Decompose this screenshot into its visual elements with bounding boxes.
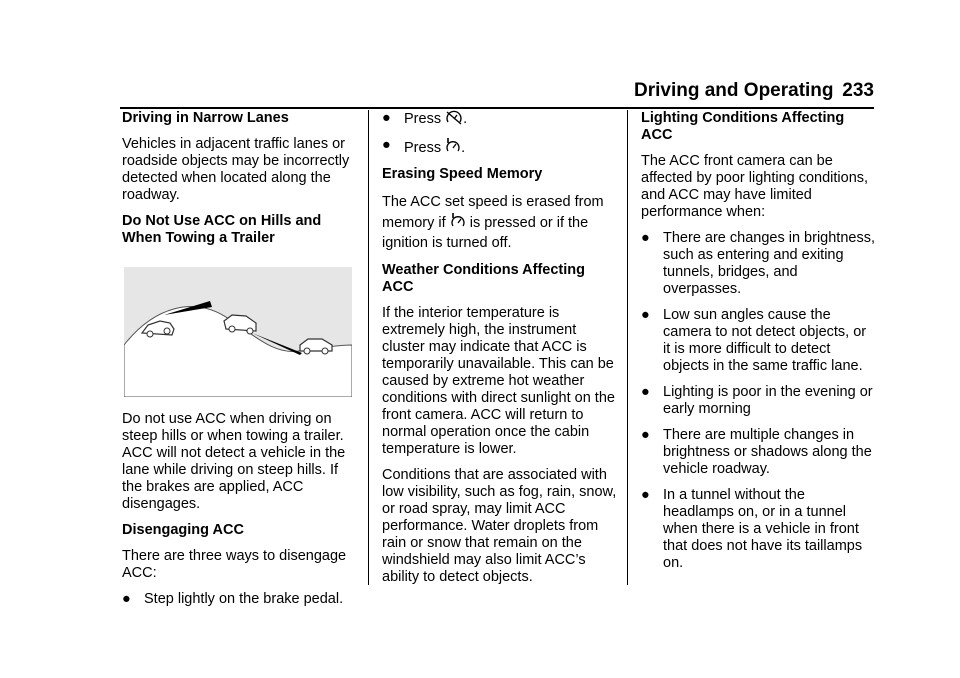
list-item xyxy=(122,591,354,608)
lighting-intro: The ACC front camera can be affected by poor lighting conditions, and ACC may have limited performance when: xyxy=(641,153,869,220)
bullet-marker: ● xyxy=(382,110,391,126)
press-label: Press xyxy=(404,111,442,127)
column-2 xyxy=(382,110,618,595)
weather-body-1: If the interior temperature is extremely high, the instrument cluster may indicate that ACC is temporarily unavailable. This can be caused by extreme hot weather conditions with direct sunlight on the front camera. ACC will return to normal operation once the cabin temperature is lower. xyxy=(382,305,615,457)
narrow-lanes-heading: Driving in Narrow Lanes xyxy=(122,110,289,126)
list-item-text: In a tunnel without the headlamps on, or in a tunnel when there is a vehicle in front that does not have its taillamps on. xyxy=(663,487,863,571)
erase-text-prefix: The ACC set speed is erased from memory if xyxy=(382,194,604,231)
bullet-marker: ● xyxy=(641,230,650,246)
list-item xyxy=(382,137,618,157)
column-divider-1 xyxy=(368,110,369,585)
column-divider-2 xyxy=(627,110,628,585)
list-item-text xyxy=(404,137,618,157)
page-header xyxy=(634,80,874,102)
column-1 xyxy=(122,110,354,617)
hills-body: Do not use ACC when driving on steep hills or when towing a trailer. ACC will not detect a vehicle in the lane while driving on steep hills. If the brakes are applied, ACC disengages. xyxy=(122,411,346,512)
list-item xyxy=(641,384,875,418)
bullet-marker: ● xyxy=(641,307,650,323)
page-number: 233 xyxy=(842,80,874,101)
hills-heading: Do Not Use ACC on Hills and When Towing a Trailer xyxy=(122,213,322,246)
bullet-marker: ● xyxy=(641,384,650,400)
section-title: Driving and Operating xyxy=(634,80,834,101)
erasing-body xyxy=(382,192,618,253)
bullet-marker: ● xyxy=(122,591,131,607)
list-item-text: There are changes in brightness, such as entering and exiting tunnels, bridges, and overpasses. xyxy=(663,230,875,297)
cruise-onoff-icon xyxy=(445,137,461,155)
list-item xyxy=(382,110,618,128)
press-label: Press xyxy=(404,140,442,156)
bullet-marker: ● xyxy=(641,487,650,503)
column-3 xyxy=(641,110,875,581)
list-item-text: Lighting is poor in the evening or early morning xyxy=(663,384,873,417)
header-rule xyxy=(120,107,874,109)
list-item xyxy=(641,307,875,375)
press-suffix: . xyxy=(463,111,468,127)
disengaging-intro: There are three ways to disengage ACC: xyxy=(122,548,347,581)
erasing-heading: Erasing Speed Memory xyxy=(382,166,543,182)
list-item-text: There are multiple changes in brightness or shadows along the vehicle roadway. xyxy=(663,427,872,477)
bullet-marker: ● xyxy=(382,137,391,153)
list-item-text: Step lightly on the brake pedal. xyxy=(144,591,344,607)
narrow-lanes-body: Vehicles in adjacent traffic lanes or roadside objects may be incorrectly detected when located along the roadway. xyxy=(122,136,350,203)
press-suffix: . xyxy=(461,140,466,156)
erase-text-suffix: is pressed or if the ignition is turned off. xyxy=(382,215,589,251)
list-item xyxy=(641,230,875,298)
list-item xyxy=(641,427,875,478)
weather-body-2: Conditions that are associated with low visibility, such as fog, rain, snow, or road spray, may limit ACC performance. Water droplets from rain or snow that remain on the windshield may also limit ACC’s ability to detect objects. xyxy=(382,467,617,585)
bullet-marker: ● xyxy=(641,427,650,443)
hills-illustration xyxy=(124,267,352,397)
cruise-onoff-icon xyxy=(450,212,466,230)
list-item xyxy=(641,487,875,572)
list-item-text xyxy=(404,110,618,128)
lighting-heading: Lighting Conditions Affecting ACC xyxy=(641,110,845,143)
cruise-cancel-icon xyxy=(445,110,463,126)
disengaging-heading: Disengaging ACC xyxy=(122,522,244,538)
weather-heading: Weather Conditions Affecting ACC xyxy=(382,262,585,295)
list-item-text: Low sun angles cause the camera to not detect objects, or it is more difficult to detect objects in the same traffic lane. xyxy=(663,307,867,374)
